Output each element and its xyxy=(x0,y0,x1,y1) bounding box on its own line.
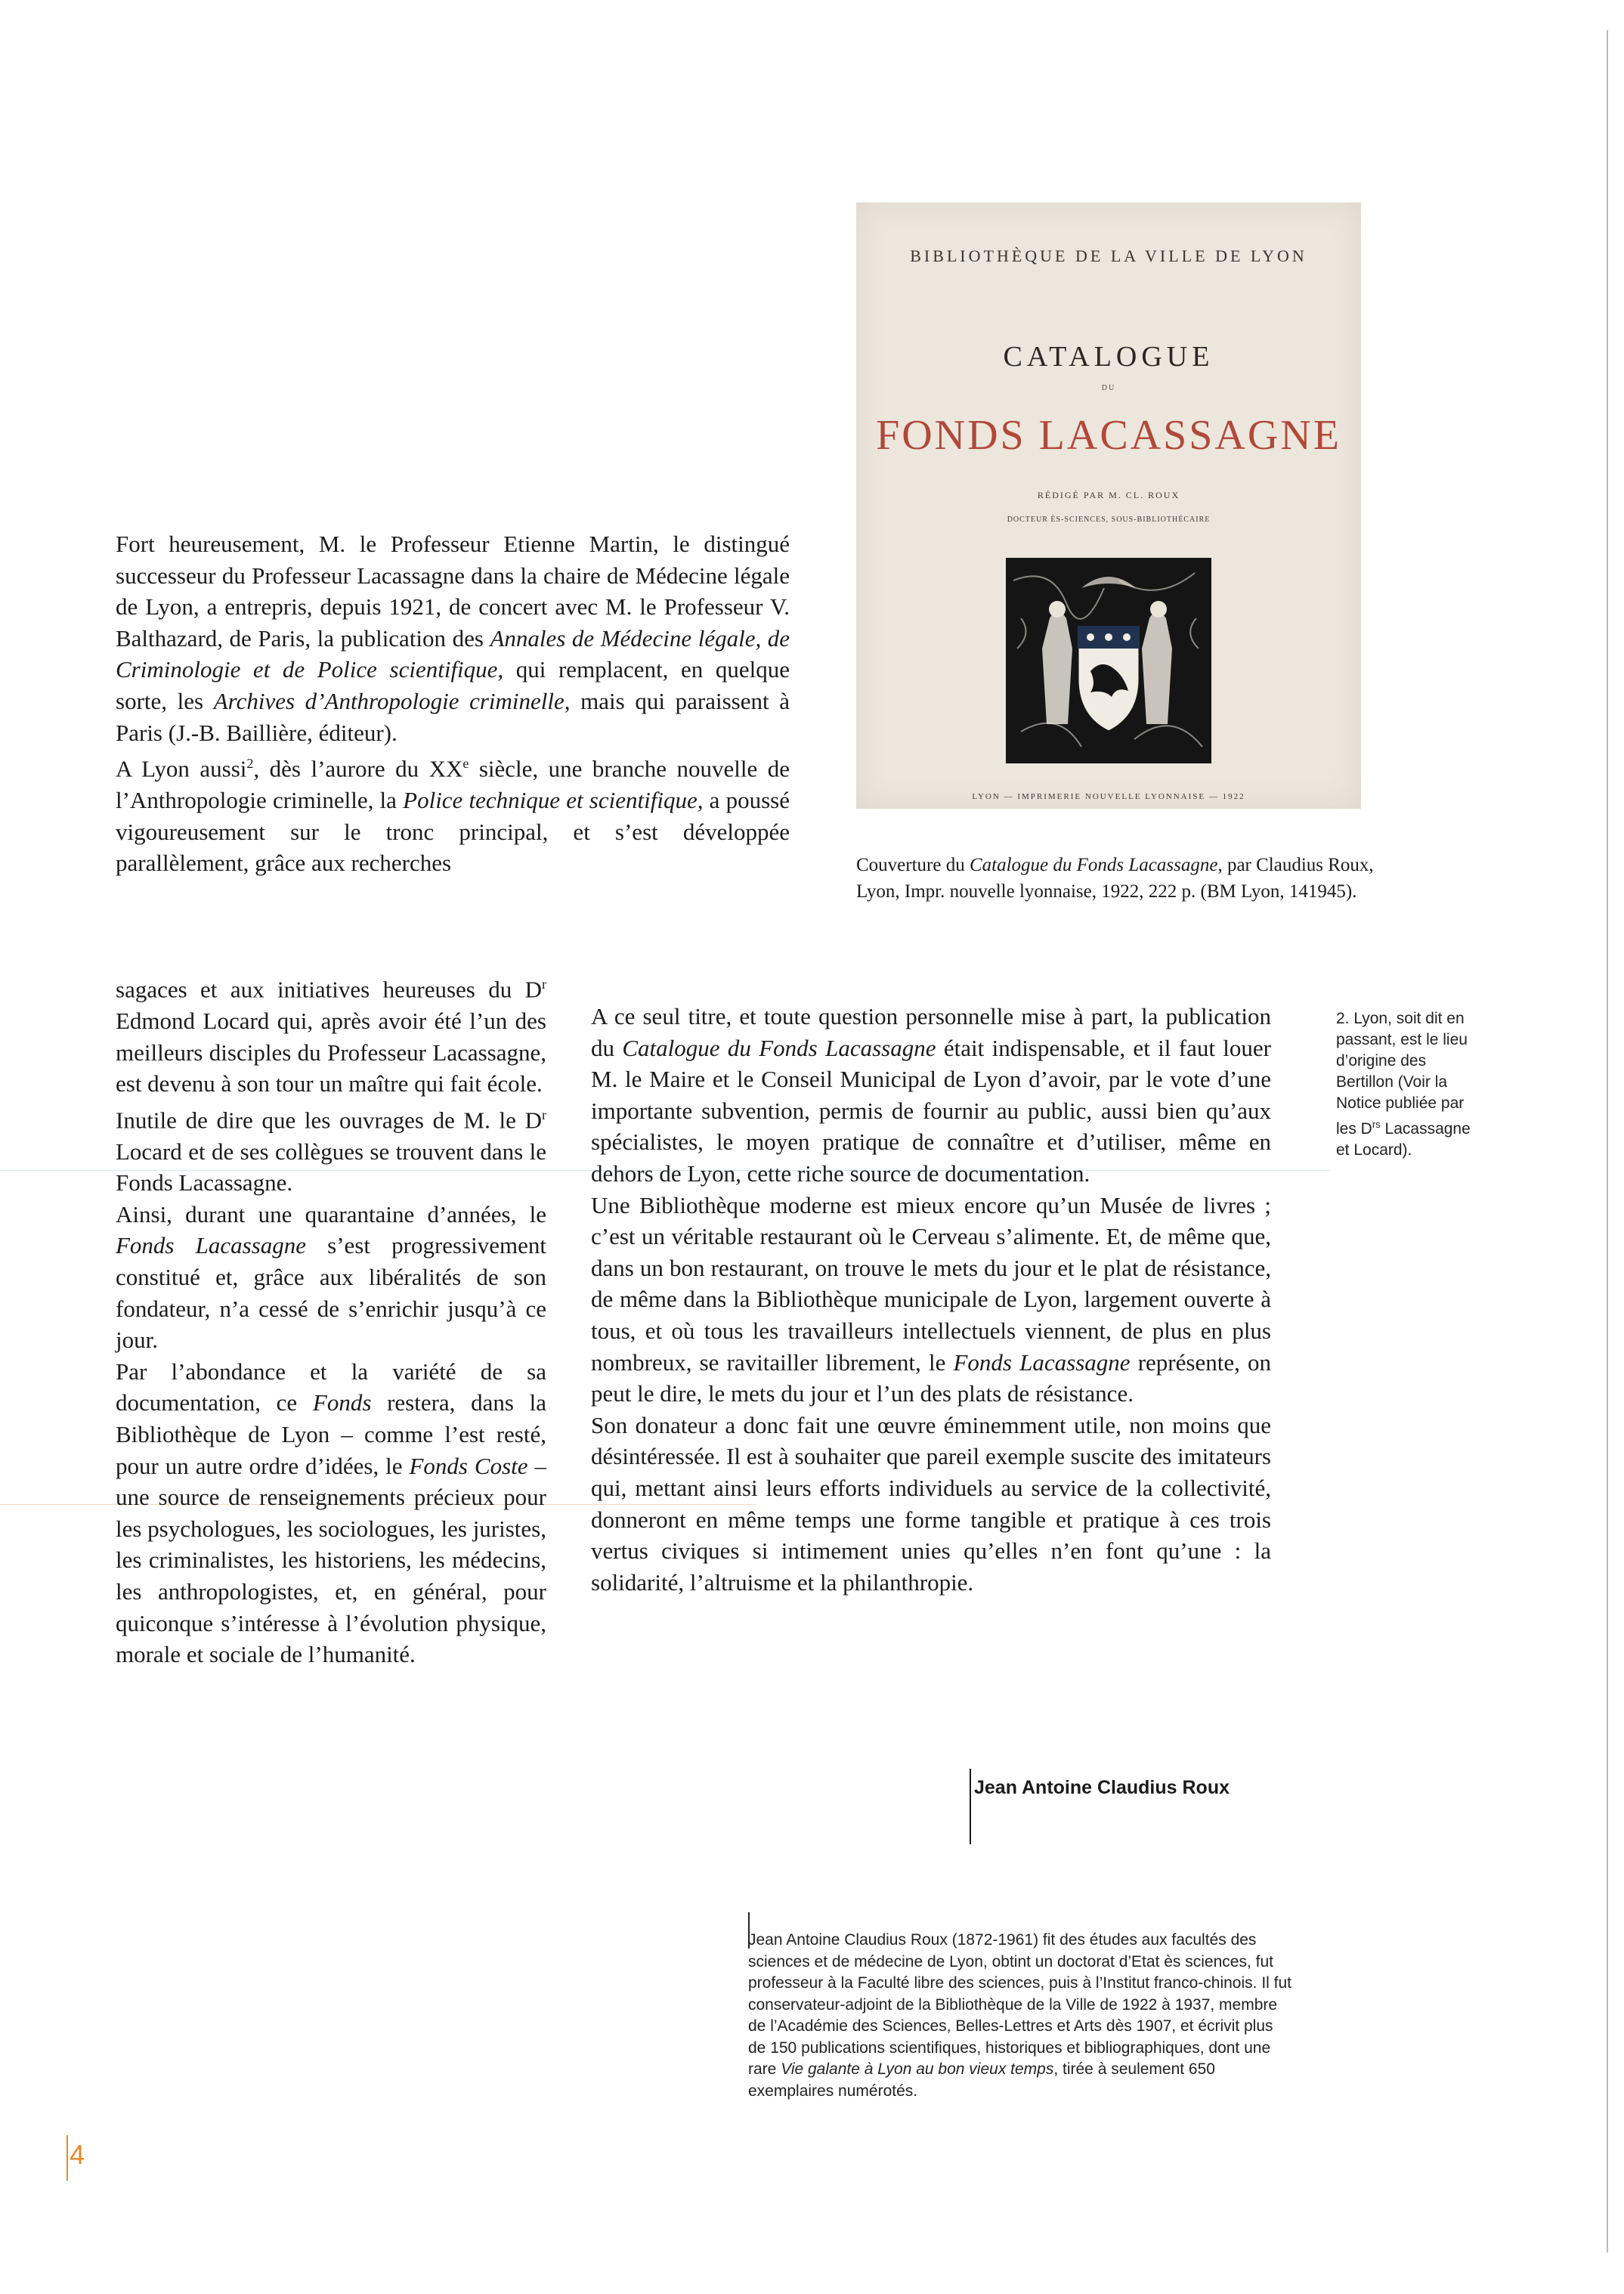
paragraph: sagaces et aux initiatives heureuses du $D^r$ Edmond Locard qui, après avoir été l’un des meilleurs disciples du Professeur Lacassagne, est devenu à son tour un maître qui fait école. xyxy=(116,976,546,1097)
coat-of-arms-engraving xyxy=(1006,558,1211,763)
cover-imprint: LYON — IMPRIMERIE NOUVELLE LYONNAISE — 1922 xyxy=(972,792,1245,801)
caption-title: Catalogue du Fonds Lacassagne xyxy=(969,855,1218,875)
page-number: 4 xyxy=(70,2139,85,2170)
body-text-left-column xyxy=(116,969,546,1670)
figure-caption: Couverture du Catalogue du Fonds Lacassagne, par Claudius Roux, Lyon, Impr. nouvelle lyonnaise, 1922, 222 p. (BM Lyon, 141945). xyxy=(856,855,1374,902)
body-text-right-column xyxy=(591,1001,1271,1598)
paragraph: Son donateur a donc fait une œuvre éminemment utile, non moins que désintéressée. Il est à souhaiter que pareil exemple suscite des imitateurs qui, mettant ainsi leurs efforts individuels au service de la collectivité, donneront en même temps une forme tangible et pratique à ces trois vertus civiques si intimement unies qu’elles n’en font qu’une : la solidarité, l’altruisme et la philanthropie. xyxy=(591,1411,1271,1596)
paragraph: Inutile de dire que les ouvrages de M. le $D^r$ Locard et de ses collègues se trouvent dans le Fonds Lacassagne. xyxy=(116,1107,546,1197)
catalogue-cover-image xyxy=(856,203,1361,809)
author-signature: Jean Antoine Claudius Roux xyxy=(974,1777,1230,1798)
footnote-2: 2. Lyon, soit dit en passant, est le lieu d’origine des Bertillon (Voir la Notice publiée par les $D^{rs}$ Lacassagne et Locard). xyxy=(1336,1010,1471,1159)
cover-library-name: BIBLIOTHÈQUE DE LA VILLE DE LYON xyxy=(910,246,1307,265)
paragraph: Une Bibliothèque moderne est mieux encore qu’un Musée de livres ; c’est un véritable restaurant où le Cerveau s’alimente. Et, de même que, dans un bon restaurant, on trouve le mets du jour et le plat de résistance, de même dans la Bibliothèque municipale de Lyon, largement ouverte à tous, et où tous les travailleurs intellectuels viennent, de plus en plus nombreux, se ravitailler librement, le Fonds Lacassagne représente, on peut le dire, le mets du jour et l’un des plats de résistance. xyxy=(591,1191,1272,1407)
cover-catalogue-word: CATALOGUE xyxy=(1003,341,1214,373)
page-number-rule xyxy=(67,2135,68,2181)
cover-fonds-title: FONDS LACASSAGNE xyxy=(876,412,1341,459)
paragraph: Ainsi, durant une quarantaine d’années, le Fonds Lacassagne s’est progressivement constitué et, grâce aux libéralités de son fondateur, n’a cessé de s’enrichir jusqu’à ce jour. xyxy=(116,1200,547,1354)
coat-of-arms-icon xyxy=(1006,558,1211,763)
body-text-upper xyxy=(116,528,790,879)
paragraph: A Lyon aussi$^2$, dès l’aurore du XXe siècle, une branche nouvelle de l’Anthropologie criminelle, la Police technique et scientifique, a poussé vigoureusement sur le tronc principal, et s’est développée parallèlement, grâce aux recherches xyxy=(116,755,790,877)
paragraph: Fort heureusement, M. le Professeur Etienne Martin, le distingué successeur du Professeur Lacassagne dans la chaire de Médecine légale de Lyon, a entrepris, depuis 1921, de concert avec M. le Professeur V. Balthazard, de Paris, la publication des Annales de Médecine légale, de Criminologie et de Police scientifique, qui remplacent, en quelque sorte, les Archives d’Anthropologie criminelle, mais qui paraissent à Paris (J.-B. Baillière, éditeur). xyxy=(116,531,790,746)
paragraph: A ce seul titre, et toute question personnelle mise à part, la publication du Catalogue du Fonds Lacassagne était indispensable, et il faut louer M. le Maire et le Conseil Municipal de Lyon d’avoir, par le vote d’une importante subvention, permis de fournir au public, aussi bien qu’aux spécialistes, le moyen pratique de connaître et d’utiliser, même en dehors de Lyon, cette riche source de documentation. xyxy=(591,1003,1271,1187)
paragraph: Par l’abondance et la variété de sa documentation, ce Fonds restera, dans la Bibliothèque de Lyon – comme l’est resté, pour un autre ordre d’idées, le Fonds Coste – une source de renseignements précieux pour les psychologues, les sociologues, les juristes, les criminalistes, les historiens, les médecins, les anthropologistes, et, en général, pour quiconque s’intéresse à l’évolution physique, morale et sociale de l’humanité. xyxy=(116,1358,547,1668)
author-biography: Jean Antoine Claudius Roux (1872-1961) fit des études aux facultés des sciences et de médecine de Lyon, obtint un doctorat d’Etat ès sciences, fut professeur à la Faculté libre des sciences, puis à l’Institut franco-chinois. Il fut conservateur-adjoint de la Bibliothèque de la Ville de 1922 à 1937, membre de l’Académie des Sciences, Belles-Lettres et Arts dès 1907, et écrivit plus de 150 publications scientifiques, historiques et bibliographiques, dont une rare Vie galante à Lyon au bon vieux temps, tirée à seulement 650 exemplaires numérotés. xyxy=(748,1931,1292,2100)
cover-redige: RÉDIGÉ PAR M. CL. ROUX xyxy=(1037,490,1180,500)
cover-docteur: DOCTEUR ÈS-SCIENCES, SOUS-BIBLIOTHÉCAIRE xyxy=(1007,515,1211,524)
page-edge-line xyxy=(1607,30,1608,2252)
cover-du-word: DU xyxy=(1101,384,1116,392)
